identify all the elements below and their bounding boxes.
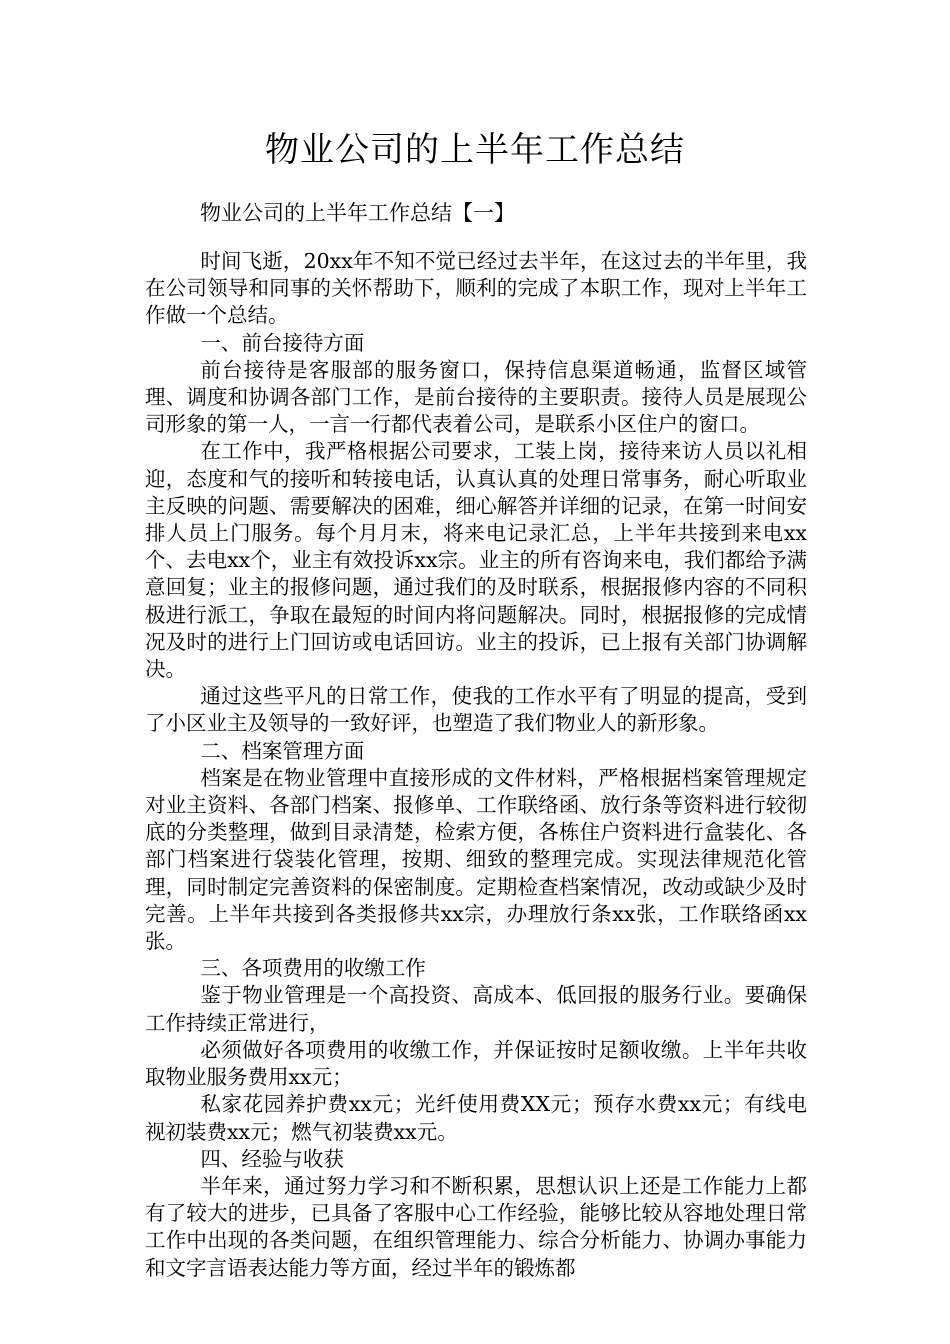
paragraph-experience: 半年来，通过努力学习和不断积累，思想认识上还是工作能力上都有了较大的进步，已具备了客服中心工作经验，能够比较从容地处理日常工作中出现的各类问题，在组织管理能力、综合分析能力、协调办事能力和文字言语表达能力等方面，经过半年的锻炼都 <box>145 1173 807 1280</box>
paragraph-fees-3: 私家花园养护费xx元；光纤使用费XX元；预存水费xx元；有线电视初装费xx元；燃气初装费xx元。 <box>145 1092 807 1144</box>
paragraph-intro: 时间飞逝，20xx年不知不觉已经过去半年，在这过去的半年里，我在公司领导和同事的关怀帮助下，顺利的完成了本职工作，现对上半年工作做一个总结。 <box>145 249 807 328</box>
paragraph-fees-2: 必须做好各项费用的收缴工作，并保证按时足额收缴。上半年共收取物业服务费用xx元； <box>145 1037 807 1090</box>
paragraph-fees-1: 鉴于物业管理是一个高投资、高成本、低回报的服务行业。要确保工作持续正常进行， <box>145 983 807 1035</box>
section-heading-archives: 二、档案管理方面 <box>200 738 365 763</box>
section-heading-experience: 四、经验与收获 <box>200 1146 344 1171</box>
document-title: 物业公司的上半年工作总结 <box>265 130 685 170</box>
paragraph-reception-result: 通过这些平凡的日常工作，使我的工作水平有了明显的提高，受到了小区业主及领导的一致好评，也塑造了我们物业人的新形象。 <box>145 684 807 736</box>
section-heading-fees: 三、各项费用的收缴工作 <box>200 956 426 981</box>
paragraph-reception-duty: 前台接待是客服部的服务窗口，保持信息渠道畅通，监督区域管理、调度和协调各部门工作，是前台接待的主要职责。接待人员是展现公司形象的第一人，一言一行都代表着公司，是联系小区住户的窗口。 <box>145 357 807 437</box>
section-heading-reception: 一、前台接待方面 <box>200 330 365 355</box>
document-body <box>145 248 807 1282</box>
document-subtitle: 物业公司的上半年工作总结【一】 <box>200 201 515 225</box>
paragraph-archives: 档案是在物业管理中直接形成的文件材料，严格根据档案管理规定对业主资料、各部门档案、报修单、工作联络函、放行条等资料进行较彻底的分类整理，做到目录清楚，检索方便，各栋住户资料进行盒装化、各部门档案进行袋装化管理，按期、细致的整理完成。实现法律规范化管理，同时制定完善资料的保密制度。定期检查档案情况，改动或缺少及时完善。上半年共接到各类报修共xx宗，办理放行条xx张，工作联络函xx张。 <box>145 765 807 954</box>
paragraph-reception-work: 在工作中，我严格根据公司要求，工装上岗，接待来访人员以礼相迎，态度和气的接听和转接电话，认真认真的处理日常事务，耐心听取业主反映的问题、需要解决的困难，细心解答并详细的记录，在第一时间安排人员上门服务。每个月月末，将来电记录汇总，上半年共接到来电xx个、去电xx个，业主有效投诉xx宗。业主的所有咨询来电，我们都给予满意回复；业主的报修问题，通过我们的及时联系，根据报修内容的不同积极进行派工，争取在最短的时间内将问题解决。同时，根据报修的完成情况及时的进行上门回访或电话回访。业主的投诉，已上报有关部门协调解决。 <box>145 439 807 682</box>
